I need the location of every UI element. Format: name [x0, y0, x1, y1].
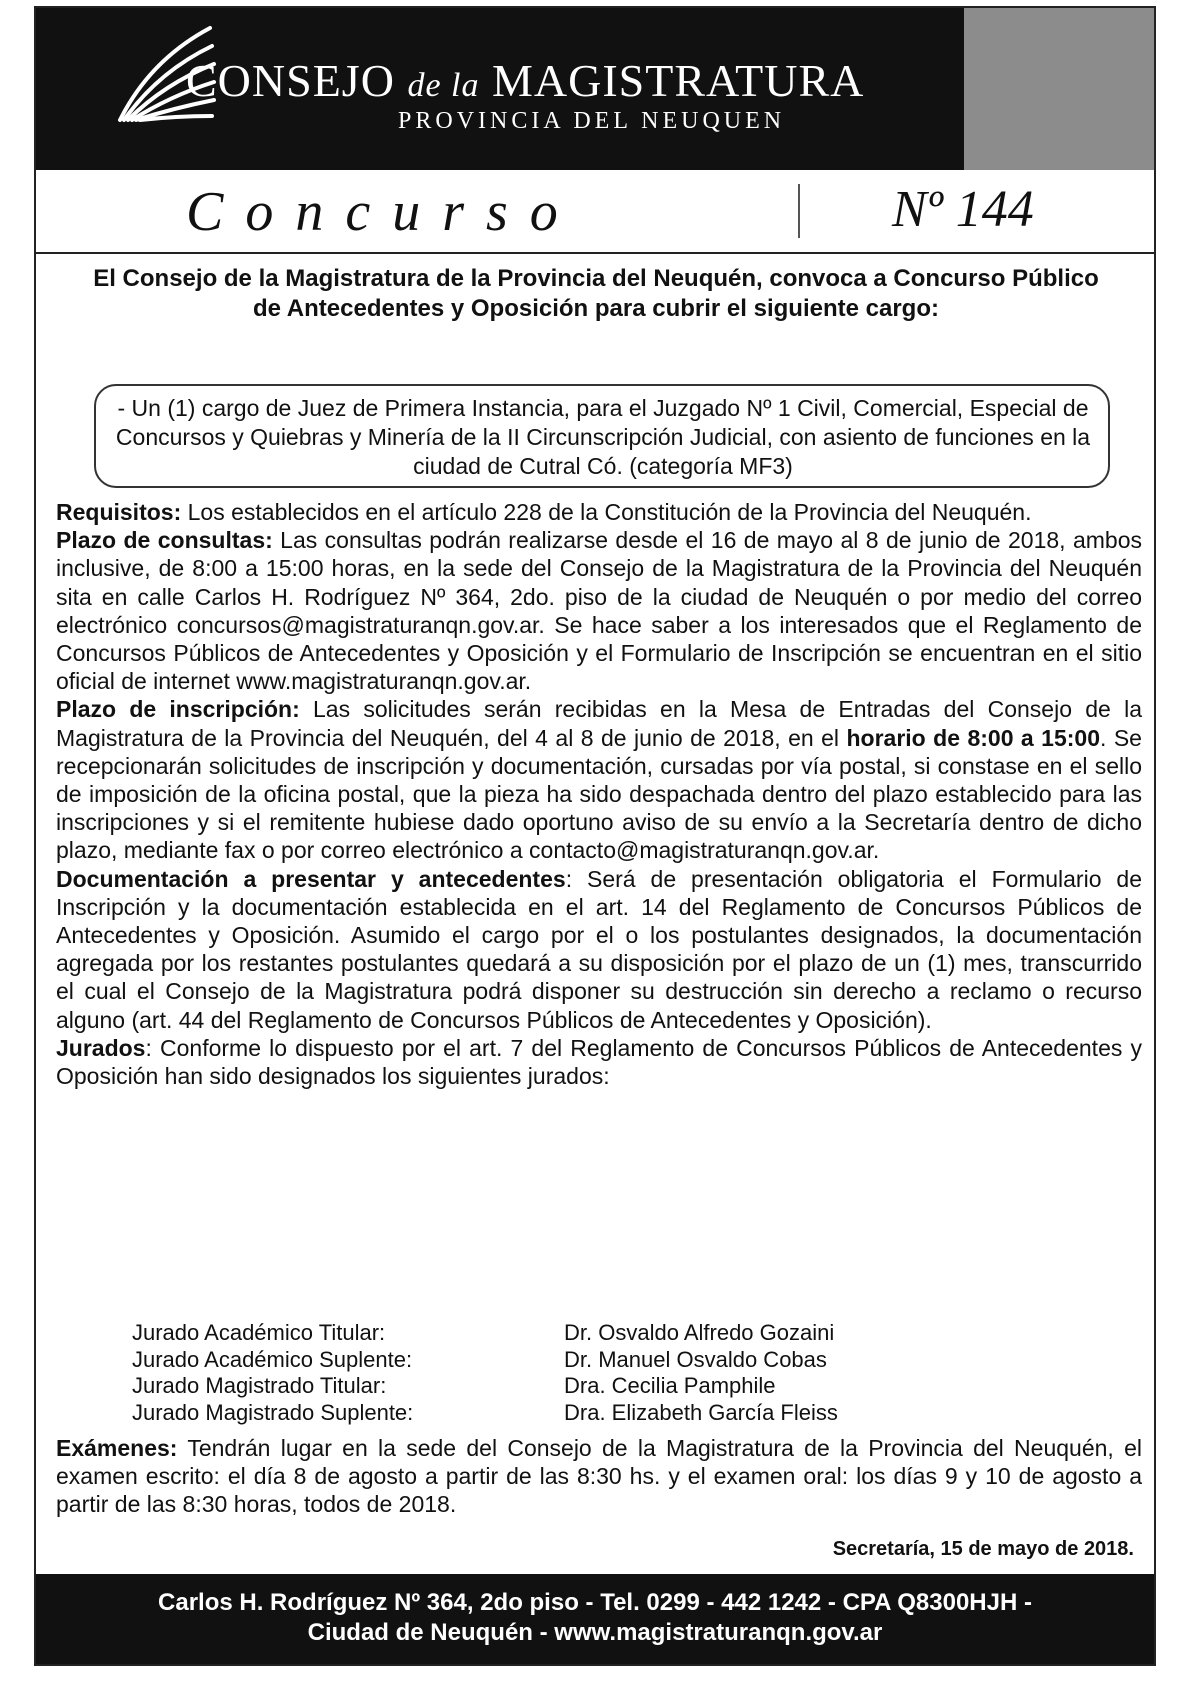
list-item — [132, 1320, 1032, 1347]
footer-address: Carlos H. Rodríguez Nº 364, 2do piso - Tel. 0299 - 442 1242 - CPA Q8300HJH - — [158, 1589, 1032, 1616]
header-banner — [36, 8, 964, 170]
shield-panel — [964, 8, 1154, 170]
section-label: Requisitos: — [56, 499, 182, 525]
jurado-role: Jurado Académico Titular: — [132, 1320, 386, 1345]
signature-date: Secretaría, 15 de mayo de 2018. — [832, 1538, 1134, 1560]
jurado-role: Jurado Magistrado Titular: — [132, 1373, 387, 1398]
section-text: : Conforme lo dispuesto por el art. 7 del Reglamento de Concursos Públicos de Antecedentes y Oposición han sido designados los siguientes jurados: — [56, 1034, 1142, 1090]
section-consultas — [56, 526, 1142, 695]
jurado-name: Dra. Elizabeth García Fleiss — [564, 1399, 838, 1425]
intro-text: El Consejo de la Magistratura de la Provincia del Neuquén, convoca a Concurso Público de Antecedentes y Oposición para cubrir el siguiente cargo: — [93, 265, 1099, 322]
org-name — [186, 54, 864, 107]
examenes-paragraph — [56, 1434, 1142, 1519]
header — [36, 8, 1154, 170]
section-jurados — [56, 1034, 1142, 1090]
section-documentacion — [56, 865, 1142, 1034]
org-name-part1: CONSEJO — [186, 55, 395, 106]
org-name-connector: de la — [407, 67, 480, 104]
jurado-name: Dra. Cecilia Pamphile — [564, 1373, 776, 1398]
section-text: Las solicitudes serán recibidas en la Mesa de Entradas del Consejo de la Magistratura de la Provincia del Neuquén, del 4 al 8 de junio de 2018, en el — [56, 696, 1142, 751]
section-requisitos — [56, 498, 1142, 526]
section-text: Tendrán lugar en la sede del Consejo de la Magistratura de la Provincia del Neuquén, el examen escrito: el día 8 de agosto a partir de las 8:30 hs. y el examen oral: los días 9 y 10 de agosto a partir de las 8:30 horas, todos de 2018. — [56, 1435, 1142, 1518]
jurado-role: Jurado Magistrado Suplente: — [132, 1399, 414, 1425]
list-item — [132, 1347, 1032, 1374]
notice-body — [56, 498, 1142, 1090]
org-name-part2: MAGISTRATURA — [491, 55, 865, 106]
jurado-role: Jurado Académico Suplente: — [132, 1346, 413, 1372]
org-subtitle: PROVINCIA DEL NEUQUEN — [398, 108, 786, 134]
section-text: . Se recepcionarán solicitudes de inscripción y documentación, cursadas por vía postal, si constase en el sello de imposición de la oficina postal, que la pieza ha sido despachada dentro del plazo establecido para las inscripciones y si el remitente hubiese dado oportuno aviso de su envío a la Secretaría dentro de dicho plazo, mediante fax o por correo electrónico a contacto@magistraturanqn.gov.ar. — [56, 724, 1142, 864]
section-bold-text: horario de 8:00 a 15:00 — [846, 724, 1100, 751]
cargo-box — [94, 384, 1110, 488]
page-title: Concurso — [186, 181, 580, 243]
contest-number: Nº 144 — [892, 181, 1034, 238]
section-label: Plazo de inscripción: — [56, 696, 300, 723]
section-label: Jurados — [56, 1034, 146, 1061]
footer-city-website: Ciudad de Neuquén - www.magistraturanqn.gov.ar — [307, 1619, 883, 1646]
section-text: : Será de presentación obligatoria el Formulario de Inscripción y la documentación establecida en el art. 14 del Reglamento de Concursos Públicos de Antecedentes y Oposición. Asumido el cargo por el o los postulantes designados, la documentación agregada por los restantes postulantes quedará a su disposición por el plazo de un (1) mes, transcurrido el cual el Consejo de la Magistratura podrá disponer su destrucción sin derecho a reclamo o recurso alguno (art. 44 del Reglamento de Concursos Públicos de Antecedentes y Oposición). — [56, 865, 1143, 1033]
section-label: Exámenes: — [56, 1435, 178, 1461]
title-band — [36, 170, 1154, 254]
jurados-list — [132, 1320, 1032, 1426]
section-label: Documentación a presentar y antecedentes — [56, 865, 566, 892]
list-item — [132, 1400, 1032, 1427]
list-item — [132, 1373, 1032, 1400]
section-label: Plazo de consultas: — [56, 527, 273, 554]
section-text: Las consultas podrán realizarse desde el 16 de mayo al 8 de junio de 2018, ambos inclusive, de 8:00 a 15:00 horas, en la sede del Consejo de la Magistratura de la Provincia del Neuquén sita en calle Carlos H. Rodríguez Nº 364, 2do. piso de la ciudad de Neuquén o por medio del correo electrónico concursos@magistraturanqn.gov.ar. Se hace saber a los interesados que el Reglamento de Concursos Públicos de Antecedentes y Oposición y el Formulario de Inscripción se encuentran en el sitio oficial de internet www.magistraturanqn.gov.ar. — [56, 527, 1142, 695]
notice-frame — [34, 6, 1156, 1666]
title-divider — [798, 184, 800, 238]
jurado-name: Dr. Manuel Osvaldo Cobas — [564, 1346, 827, 1372]
jurado-name: Dr. Osvaldo Alfredo Gozaini — [564, 1320, 835, 1345]
section-inscripcion — [56, 695, 1142, 864]
cargo-text: - Un (1) cargo de Juez de Primera Instancia, para el Juzgado Nº 1 Civil, Comercial, Especial de Concursos y Quiebras y Minería de la II Circunscripción Judicial, con asiento de funciones en la ciudad de Cutral Có. (categoría MF3) — [115, 395, 1091, 479]
section-text: Los establecidos en el artículo 228 de la Constitución de la Provincia del Neuquén. — [181, 499, 1032, 525]
footer — [36, 1574, 1154, 1664]
section-examenes — [56, 1434, 1142, 1519]
